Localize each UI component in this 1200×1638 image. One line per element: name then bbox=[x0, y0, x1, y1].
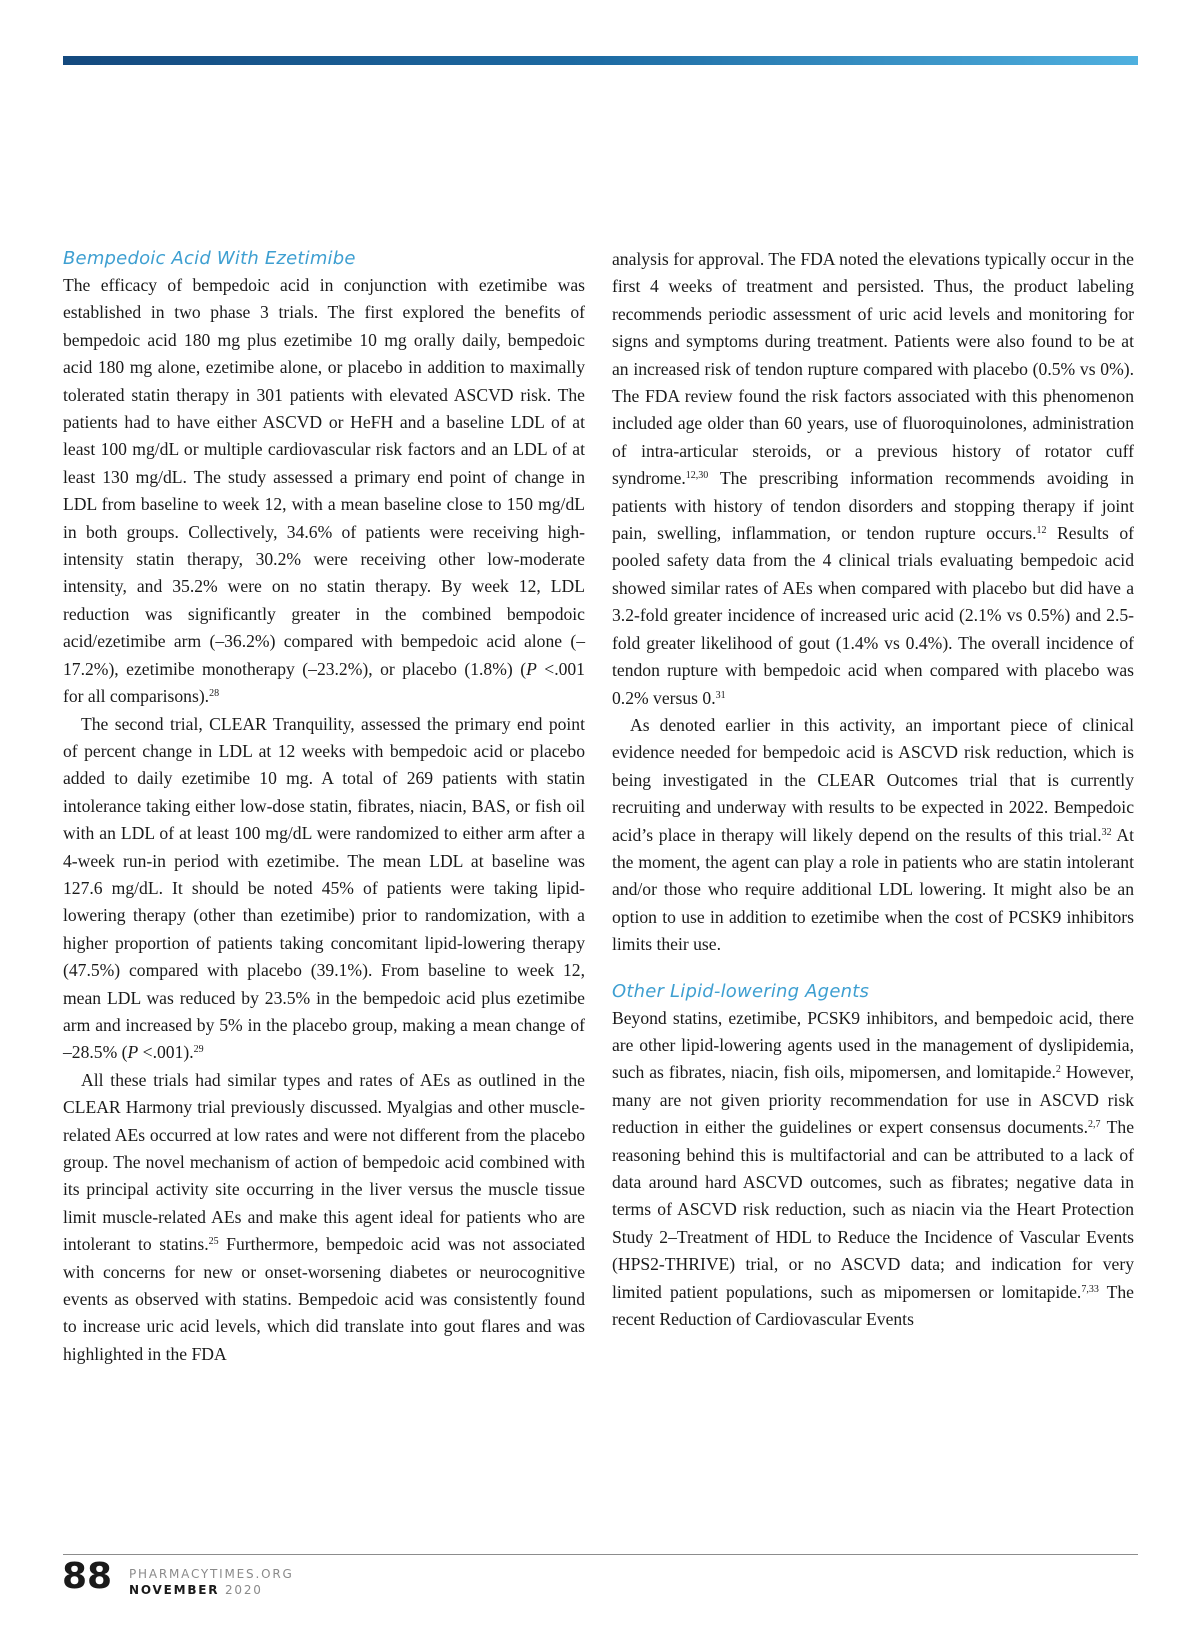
citation: 2 bbox=[1055, 1064, 1061, 1076]
paragraph: The efficacy of bempedoic acid in conjunction with ezetimibe was established in two phase 3 trials. The first explored the benefits of bempedoic acid 180 mg plus ezetimibe 10 mg orally daily, bempedoic acid 180 mg alone, ezetimibe alone, or placebo in addition to maximally tolerated statin therapy in 301 patients with elevated ASCVD risk. The patients had to have either ASCVD or HeFH and a baseline LDL of at least 100 mg/dL or multiple cardiovascular risk factors and an LDL of at least 130 mg/dL. The study assessed a primary end point of change in LDL from baseline to week 12, with a mean baseline close to 150 mg/dL in both groups. Collectively, 34.6% of patients were receiving high-intensity statin therapy, 30.2% were receiving other low-moderate intensity, and 35.2% were on no statin therapy. By week 12, LDL reduction was significantly greater in the combined bempodoic acid/ezetimibe arm (–36.2%) compared with bempedoic acid alone (–17.2%), ezetimibe monotherapy (–23.2%), or placebo (1.8%) (P <.001 for all comparisons).$^{28}$ bbox=[63, 275, 585, 707]
page-number: 88 bbox=[62, 1556, 113, 1597]
header-accent-bar bbox=[63, 56, 1138, 65]
section-heading-bempedoic-ezetimibe: Bempedoic Acid With Ezetimibe bbox=[63, 248, 356, 269]
citation: 31 bbox=[715, 689, 726, 701]
paragraph: The second trial, CLEAR Tranquility, assessed the primary end point of percent change in LDL at 12 weeks with bempedoic acid or placebo added to daily ezetimibe 10 mg. A total of 269 patients with statin intolerance taking either low-dose statin, fibrates, niacin, BAS, or fish oil with an LDL of at least 100 mg/dL were randomized to either arm after a 4-week run-in period with ezetimibe. The mean LDL at baseline was 127.6 mg/dL. It should be noted 45% of patients were taking lipid-lowering therapy (other than ezetimibe) prior to randomization, with a higher proportion of patients taking concomitant lipid-lowering therapy (47.5%) compared with placebo (39.1%). From baseline to week 12, mean LDL was reduced by 23.5% in the bempedoic acid plus ezetimibe arm and increased by 5% in the placebo group, making a mean change of –28.5% (P <.001).$^{29}$ bbox=[63, 713, 585, 1063]
paragraph: analysis for approval. The FDA noted the elevations typically occur in the first 4 weeks of treatment and persisted. Thus, the product labeling recommends periodic assessment of uric acid levels and monitoring for signs and symptoms during treatment. Patients were also found to be at an increased risk of tendon rupture compared with placebo (0.5% vs 0%). The FDA review found the risk factors associated with this phenomenon included age older than 60 years, use of fluoroquinolones, administration of intra-articular steroids, or a previous history of rotator cuff syndrome.$^{12,30}$ The prescribing information recommends avoiding in patients with history of tendon disorders and stopping therapy if joint pain, swelling, inflammation, or tendon rupture occurs.$^{12}$ Results of pooled safety data from the 4 clinical trials evaluating bempedoic acid showed similar rates of AEs when compared with placebo but did have a 3.2-fold greater incidence of increased uric acid (2.1% vs 0.5%) and 2.5-fold greater likelihood of gout (1.4% vs 0.4%). The overall incidence of tendon rupture with bempedoic acid when compared with placebo was 0.2% versus 0.31 bbox=[612, 249, 1135, 708]
citation: 29 bbox=[193, 1044, 204, 1056]
paragraph: As denoted earlier in this activity, an important piece of clinical evidence needed for bempedoic acid is ASCVD risk reduction, which is being investigated in the CLEAR Outcomes trial that is currently recruiting and underway with results to be expected in 2022. Bempedoic acid’s place in therapy will likely depend on the results of this trial.$^{32}$ At the moment, the agent can play a role in patients who are statin intolerant and/or those who require additional LDL lowering. It might also be an option to use in addition to ezetimibe when the cost of PCSK9 inhibitors limits their use. bbox=[612, 714, 1134, 955]
footer-meta bbox=[129, 1566, 294, 1598]
citation: 12 bbox=[1036, 525, 1047, 537]
citation: 28 bbox=[209, 688, 220, 700]
citation: 2,7 bbox=[1088, 1119, 1101, 1131]
citation: 12,30 bbox=[685, 470, 709, 482]
paragraph: Beyond statins, ezetimibe, PCSK9 inhibitors, and bempedoic acid, there are other lipid-lowering agents used in the management of dyslipidemia, such as fibrates, niacin, fish oils, mipomersen, and lomitapide.$^2$ However, many are not given priority recommendation for use in ASCVD risk reduction in either the guidelines or expert consensus documents.$^{2,7}$ The reasoning behind this is multifactorial and can be attributed to a lack of data around hard ASCVD outcomes, such as fibrates; negative data in terms of ASCVD risk reduction, such as niacin via the Heart Protection Study 2–Treatment of HDL to Reduce the Incidence of Vascular Events (HPS2-THRIVE) trial, or no ASCVD data; and indication for very limited patient populations, such as mipomersen or lomitapide.$^{7,33}$ The recent Reduction of Cardiovascular Events bbox=[612, 1007, 1134, 1330]
right-column bbox=[612, 246, 1134, 1333]
footer-year: 2020 bbox=[224, 1583, 263, 1597]
footer-site: PHARMACYTIMES.ORG bbox=[129, 1567, 294, 1581]
footer-month: NOVEMBER bbox=[129, 1583, 220, 1597]
left-column bbox=[63, 246, 585, 1368]
paragraph: All these trials had similar types and rates of AEs as outlined in the CLEAR Harmony trial previously discussed. Myalgias and other muscle-related AEs occurred at low rates and were not different from the placebo group. The novel mechanism of action of bempedoic acid combined with its principal activity site occurring in the liver versus the muscle tissue limit muscle-related AEs and make this agent ideal for patients who are intolerant to statins.$^{25}$ Furthermore, bempedoic acid was not associated with concerns for new or onset-worsening diabetes or neurocognitive events as observed with statins. Bempedoic acid was consistently found to increase uric acid levels, which did translate into gout flares and was highlighted in the FDA bbox=[63, 1069, 585, 1364]
section-heading-other-agents: Other Lipid-lowering Agents bbox=[612, 980, 870, 1002]
citation: 32 bbox=[1101, 826, 1112, 838]
citation: 7,33 bbox=[1081, 1283, 1099, 1295]
footer-divider bbox=[63, 1554, 1138, 1555]
footer-date bbox=[129, 1582, 294, 1598]
citation: 25 bbox=[208, 1236, 219, 1248]
